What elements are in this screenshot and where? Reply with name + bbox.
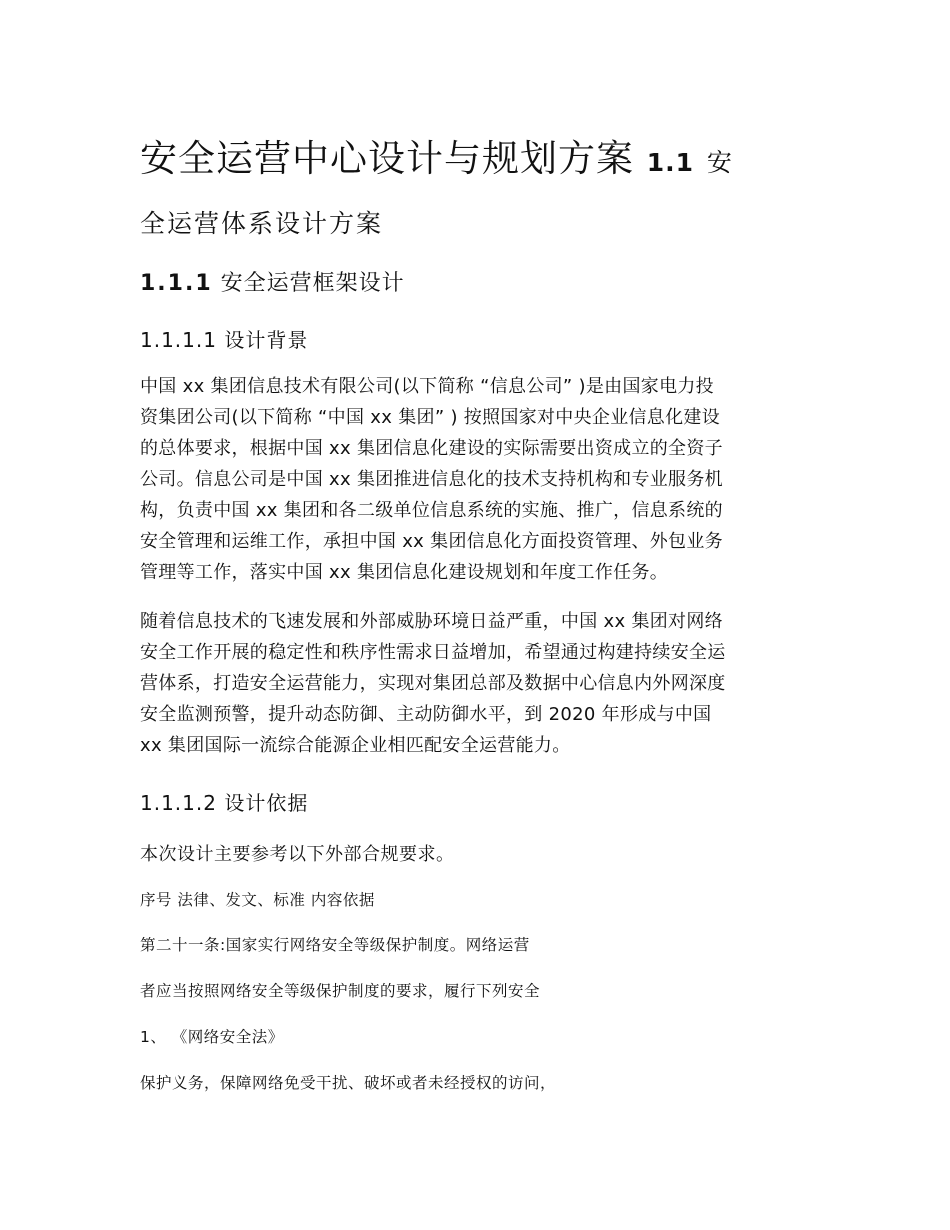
table-cell-line-4: 保护义务，保障网络免受干扰、破坏或者未经授权的访问， xyxy=(140,1074,557,1092)
paragraph-line: 安全监测预警，提升动态防御、主动防御水平，到 2020 年形成与中国 xyxy=(140,704,712,725)
document-title-line-2: 全运营体系设计方案 xyxy=(140,209,384,238)
document-title-tail: 安 xyxy=(706,148,733,177)
document-title-main: 安全运营中心设计与规划方案 xyxy=(140,137,634,180)
paragraph-line: 资集团公司(以下简称 “中国 xx 集团” ) 按照国家对中央企业信息化建设 xyxy=(140,407,721,428)
paragraph-line: 安全管理和运维工作，承担中国 xx 集团信息化方面投资管理、外包业务 xyxy=(140,531,723,552)
paragraph-line: 营体系，打造安全运营能力，实现对集团总部及数据中心信息内外网深度 xyxy=(140,673,726,694)
section-heading xyxy=(140,266,405,297)
document-title-line-1 xyxy=(140,128,733,182)
paragraph-line: 中国 xx 集团信息技术有限公司(以下简称 “信息公司” )是由国家电力投 xyxy=(140,376,714,397)
basis-intro: 本次设计主要参考以下外部合规要求。 xyxy=(140,844,455,865)
paragraph-line: 构，负责中国 xx 集团和各二级单位信息系统的实施、推广，信息系统的 xyxy=(140,500,723,521)
paragraph-line: 管理等工作，落实中国 xx 集团信息化建设规划和年度工作任务。 xyxy=(140,562,669,583)
section-heading-number: 1.1.1 xyxy=(140,271,213,296)
subsection-heading-background: 1.1.1.1 设计背景 xyxy=(140,328,309,352)
paragraph-line: 安全工作开展的稳定性和秩序性需求日益增加，希望通过构建持续安全运 xyxy=(140,642,726,663)
paragraph-line: 随着信息技术的飞速发展和外部威胁环境日益严重，中国 xx 集团对网络 xyxy=(140,611,723,632)
paragraph-line: 公司。信息公司是中国 xx 集团推进信息化的技术支持机构和专业服务机 xyxy=(140,469,723,490)
table-cell-line-3: 1、 《网络安全法》 xyxy=(140,1028,284,1046)
table-header-row: 序号 法律、发文、标准 内容依据 xyxy=(140,891,375,909)
paragraph-line: 的总体要求，根据中国 xx 集团信息化建设的实际需要出资成立的全资子 xyxy=(140,438,723,459)
section-heading-text: 安全运营框架设计 xyxy=(220,271,405,296)
document-title-number: 1.1 xyxy=(646,148,695,177)
paragraph-background-1 xyxy=(140,371,820,588)
table-cell-line-1: 第二十一条:国家实行网络安全等级保护制度。网络运营 xyxy=(140,936,530,954)
paragraph-background-2 xyxy=(140,606,820,761)
subsection-heading-basis: 1.1.1.2 设计依据 xyxy=(140,791,309,815)
paragraph-line: xx 集团国际一流综合能源企业相匹配安全运营能力。 xyxy=(140,735,571,756)
table-cell-line-2: 者应当按照网络安全等级保护制度的要求，履行下列安全 xyxy=(140,982,541,1000)
